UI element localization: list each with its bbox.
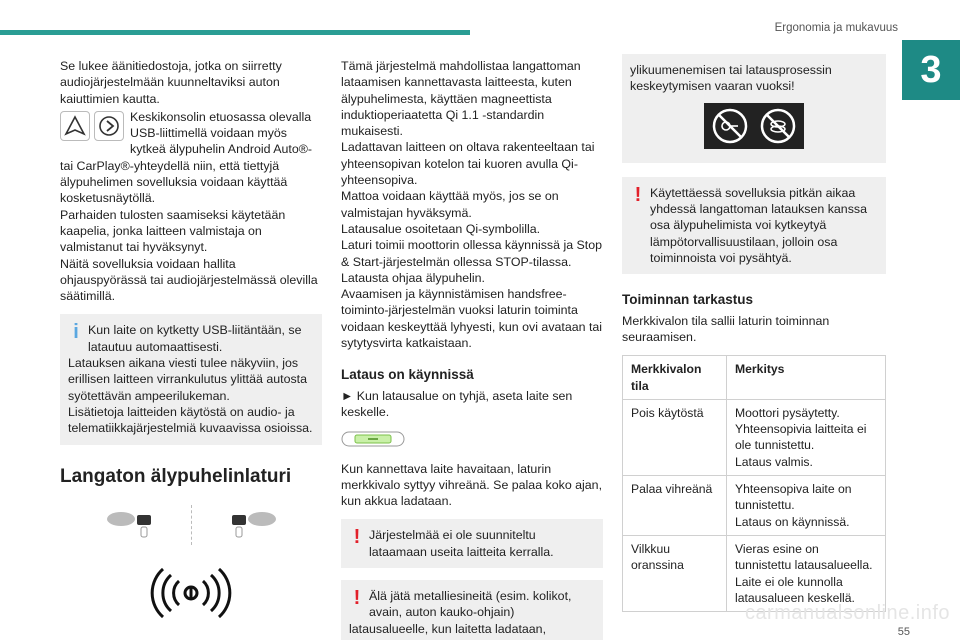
step-text: ► Kun latausalue on tyhjä, aseta laite sen keskelle.	[341, 388, 573, 419]
watermark: carmanualsonline.info	[744, 602, 950, 624]
table-cell	[727, 399, 886, 475]
warning-text: Älä jätä metalliesineitä (esim. kolikot, avain, auton kauko-ohjain)	[369, 589, 572, 620]
paragraph: Mattoa voidaan käyttää myös, jos se on valmistajan hyväksymä.	[341, 189, 559, 220]
warning-note	[341, 519, 603, 568]
paragraph: Merkkivalon tila sallii laturin toiminnan seuraamisen.	[622, 313, 830, 344]
chapter-title: Ergonomia ja mukavuus	[774, 22, 898, 34]
warning-note	[622, 177, 886, 274]
paragraph: Ladattavan laitteen on oltava rakenteeltaan tai yhteensopivan kotelon tai kuoren avulla Qi-yhteensopiva.	[341, 140, 595, 188]
paragraph: Parhaiden tulosten saamiseksi käytetään kaapelia, jonka laitteen valmistaja on valmistanut tai hyväksynyt.	[60, 207, 286, 255]
table-cell	[727, 535, 886, 611]
cell-line: Laite ei ole kunnolla latausalueen keskellä.	[735, 574, 855, 605]
table-cell: Palaa vihreänä	[623, 476, 727, 536]
table-header-cell: Merkkivalon tila	[623, 356, 727, 400]
paragraph: Näitä sovelluksia voidaan hallita ohjauspyörässä tai audiojärjestelmässä olevilla säätimillä.	[60, 256, 318, 304]
no-metal-objects-icon	[704, 103, 804, 149]
wireless-charging-icon	[143, 561, 239, 625]
warning-note	[341, 580, 603, 640]
app-icons	[60, 111, 124, 141]
table-cell: Vilkkuu oranssina	[623, 535, 727, 611]
table-header-row	[623, 356, 886, 400]
paragraph: Tämä järjestelmä mahdollistaa langattoman lataamisen kannettavasta laitteesta, kuten älypuhelimesta, käyttäen magneettista induktioperiaatetta Qi 1.1 -standardin mukaisesti.	[341, 59, 581, 139]
divider	[191, 505, 192, 545]
warning-icon: !	[353, 587, 361, 610]
android-auto-icon	[60, 111, 90, 141]
table-row	[623, 535, 886, 611]
warning-text: ylikuumenemisen tai latausprosessin keskeytymisen vaaran vuoksi!	[630, 63, 832, 94]
column-1	[60, 58, 322, 629]
note-text: Lisätietoja laitteiden käytöstä on audio- ja telematiikkajärjestelmiä kuvaavissa osioissa.	[68, 404, 313, 436]
page-number: 55	[897, 626, 910, 638]
paragraph: Avaamisen ja käynnistämisen handsfree-toiminto-järjestelmän vuoksi laturin toiminta voidaan keskeyttää lyhyesti, kun ovi avataan tai sytytysvirta katkaistaan.	[341, 287, 603, 351]
info-note	[60, 314, 322, 444]
paragraph: Latausta ohjaa älypuhelin.	[341, 270, 485, 285]
continued-warning	[622, 54, 886, 163]
console-right-icon	[202, 505, 282, 545]
charger-illustration	[60, 505, 322, 545]
warning-text: latausalueelle, kun laitetta ladataan,	[349, 621, 547, 636]
table-row	[623, 399, 886, 475]
indicator-light-figure	[341, 430, 603, 452]
subsection-heading: Lataus on käynnissä	[341, 367, 474, 383]
cell-line: Yhteensopivia laitteita ei ole tunnistettu.	[735, 422, 867, 453]
cell-line: Lataus on käynnissä.	[735, 514, 850, 529]
info-icon: i	[73, 321, 79, 344]
paragraph: Kun kannettava laite havaitaan, laturin merkkivalo syttyy vihreänä. Se palaa koko ajan, kun akkua ladataan.	[341, 461, 603, 509]
column-2	[341, 58, 603, 640]
warning-text: Järjestelmää ei ole suunniteltu lataamaan useita laitteita kerralla.	[369, 528, 554, 559]
cell-line: Moottori pysäytetty.	[735, 405, 840, 420]
green-indicator-icon	[341, 430, 405, 448]
warning-text: Käytettäessä sovelluksia pitkän aikaa yhdessä langattoman latauksen kanssa osa älypuhelimista voi kytkeytyä lämpötorvallisuustilaan, jolloin osa toiminnoista voi pysähtyä.	[650, 185, 867, 266]
console-left-icon	[101, 505, 181, 545]
note-text: Kun laite on kytketty USB-liitäntään, se latautuu automaattisesti.	[88, 323, 302, 354]
cell-line: Lataus valmis.	[735, 454, 813, 469]
warning-icon: !	[353, 526, 361, 549]
paragraph: Se lukee äänitiedostoja, jotka on siirretty audiojärjestelmään kuunneltaviksi auton kaiuttimien kautta.	[60, 59, 282, 106]
table-cell	[727, 476, 886, 536]
qi-symbol	[60, 561, 322, 629]
status-table	[622, 355, 886, 612]
cell-line: Vieras esine on tunnistettu latausalueella.	[735, 541, 873, 573]
cell-line: Yhteensopiva laite on tunnistettu.	[735, 482, 852, 513]
table-cell: Pois käytöstä	[623, 399, 727, 475]
column-3	[622, 58, 886, 612]
carplay-icon	[94, 111, 124, 141]
subsection-heading: Toiminnan tarkastus	[622, 292, 754, 308]
table-header-cell: Merkitys	[727, 356, 886, 400]
note-text: Latauksen aikana viesti tulee näkyviin, jos erillisen laitteen virrankulutus ylittää autosta syötettävän ampeerilukeman.	[68, 356, 307, 403]
section-heading: Langaton älypuhelinlaturi	[60, 465, 292, 487]
paragraph: Laturi toimii moottorin ollessa käynnissä ja Stop & Start-järjestelmän ollessa STOP-tilassa.	[341, 238, 603, 269]
paragraph: Latausalue osoitetaan Qi-symbolilla.	[341, 221, 541, 236]
warning-icon: !	[634, 183, 642, 206]
chapter-number-tab: 3	[902, 40, 960, 100]
warning-pictograms	[630, 103, 878, 153]
header-bar	[0, 30, 470, 35]
table-row	[623, 476, 886, 536]
paragraph: Keskikonsolin etuosassa olevalla USB-liittimellä voidaan myös kytkeä älypuhelin Android Auto®- tai CarPlay®-yhteydellä niin, että tiettyjä älypuhelimen sovelluksia voidaan käyttää kosketusnäytöllä.	[60, 109, 313, 206]
